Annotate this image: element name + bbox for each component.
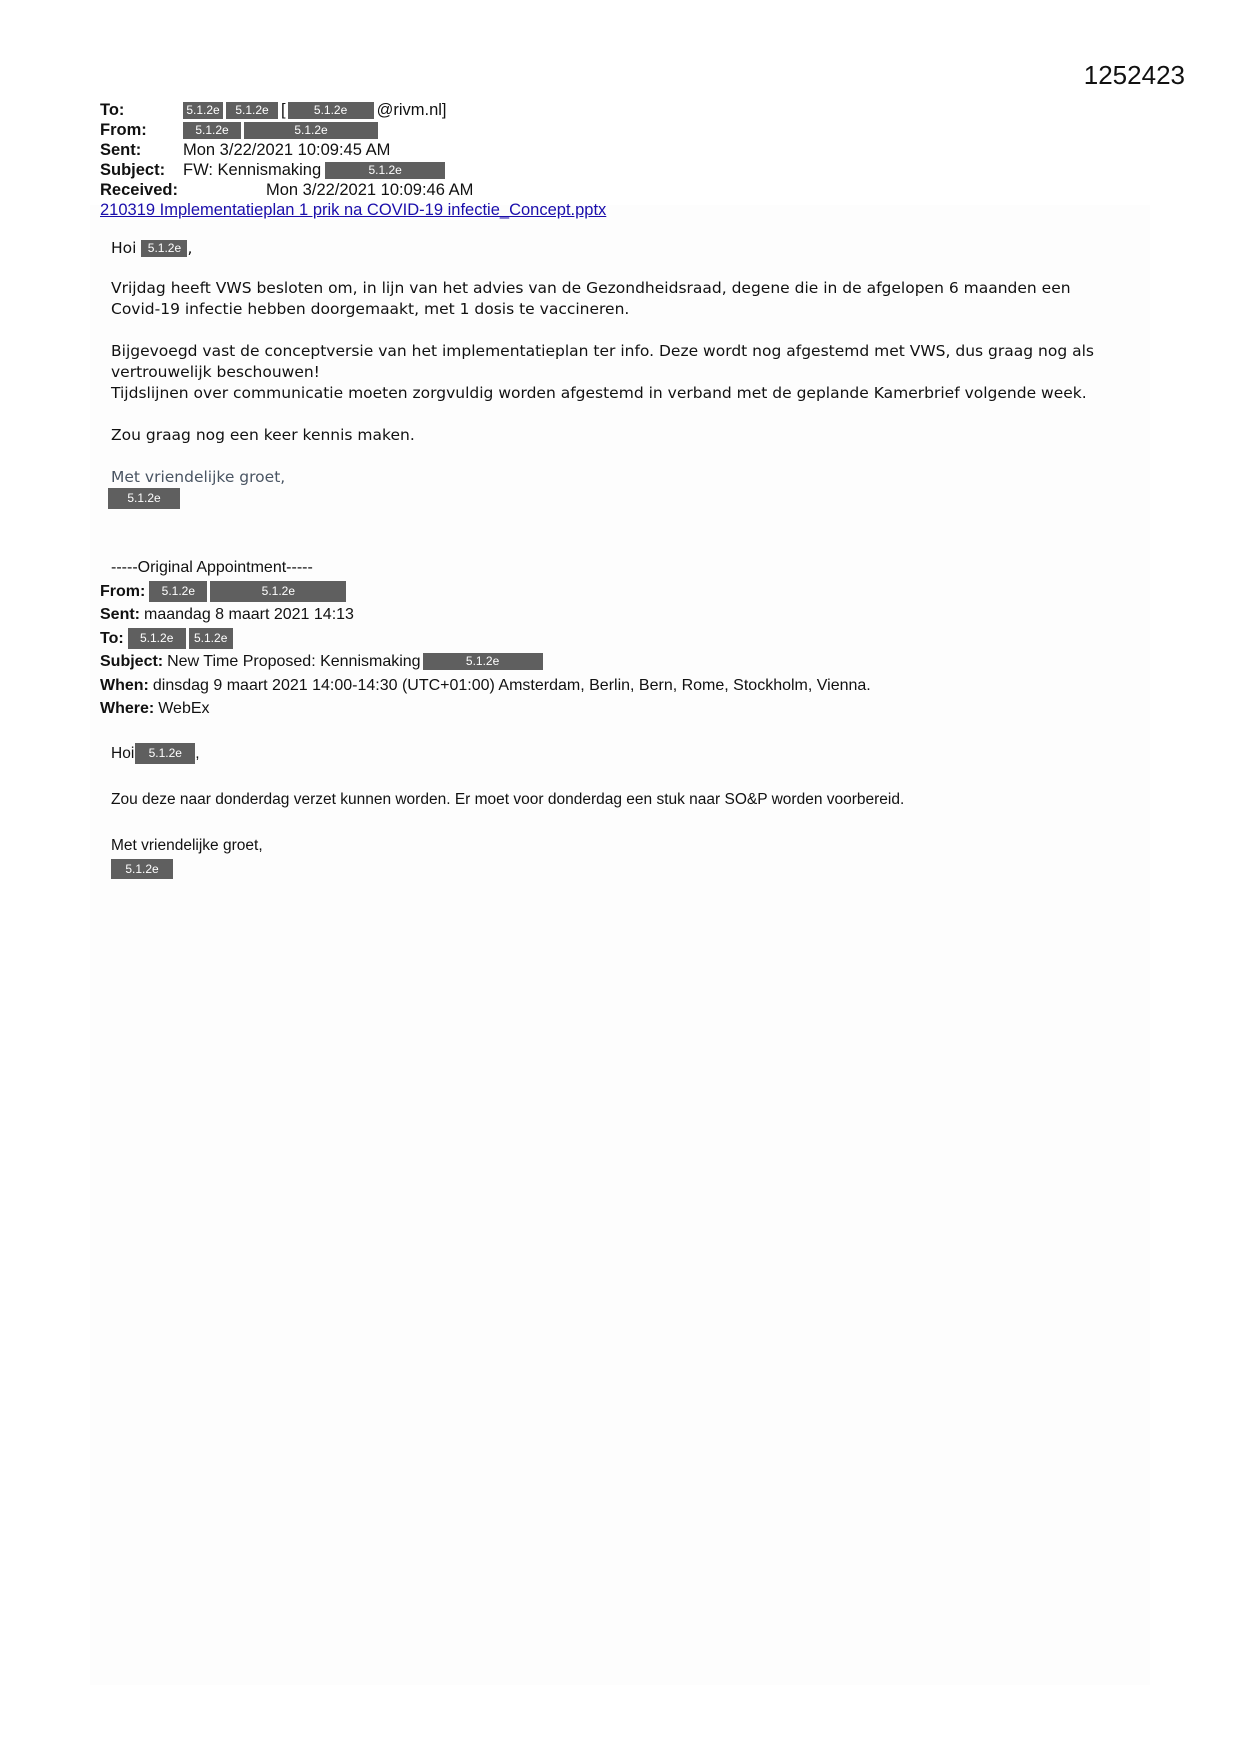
- received-row: [100, 180, 606, 200]
- received-value: Mon 3/22/2021 10:09:46 AM: [266, 181, 474, 199]
- subject-row: [100, 160, 606, 180]
- to-domain: @rivm.nl]: [376, 101, 447, 119]
- redaction-box: 5.1.2e: [226, 102, 278, 119]
- signature: [111, 488, 1111, 509]
- orig-to-label: To:: [100, 629, 124, 647]
- orig-subject-value: New Time Proposed: Kennismaking: [167, 653, 421, 671]
- redaction-box: 5.1.2e: [325, 162, 445, 179]
- original-separator: -----Original Appointment-----: [111, 559, 313, 577]
- redaction-box: 5.1.2e: [183, 102, 223, 119]
- orig-closing: Met vriendelijke groet,: [111, 837, 263, 854]
- orig-to-row: [100, 627, 1140, 651]
- paragraph-2b: Tijdslijnen over communicatie moeten zorgvuldig worden afgestemd in verband met de geplande Kamerbrief volgende week.: [111, 384, 1087, 402]
- orig-subject-row: [100, 650, 1140, 674]
- sent-row: [100, 140, 606, 160]
- redaction-box: 5.1.2e: [135, 743, 195, 764]
- received-label: Received:: [100, 181, 178, 199]
- redaction-box: 5.1.2e: [128, 628, 186, 649]
- attachment-link[interactable]: 210319 Implementatieplan 1 prik na COVID-19 infectie_Concept.pptx: [100, 201, 607, 219]
- paragraph-3: Zou graag nog een keer kennis maken.: [111, 426, 415, 444]
- orig-sent-label: Sent:: [100, 606, 140, 624]
- subject-value: FW: Kennismaking: [183, 161, 322, 179]
- redaction-box: 5.1.2e: [141, 240, 187, 257]
- orig-where-row: [100, 697, 1140, 721]
- sent-value: Mon 3/22/2021 10:09:45 AM: [183, 141, 391, 159]
- from-label: From:: [100, 121, 147, 139]
- document-number: 1252423: [1083, 60, 1185, 90]
- subject-label: Subject:: [100, 161, 166, 179]
- orig-when-label: When:: [100, 676, 149, 694]
- message-body: [111, 238, 1111, 509]
- orig-greeting: Hoi 5.1.2e ,: [111, 745, 200, 762]
- paragraph-1: Vrijdag heeft VWS besloten om, in lijn van het advies van de Gezondheidsraad, degene die in de afgelopen 6 maanden een Covid-19 infectie hebben doorgemaakt, met 1 dosis te vaccineren.: [111, 279, 1071, 318]
- redaction-box: 5.1.2e: [189, 628, 233, 649]
- orig-sent-row: [100, 603, 1140, 627]
- sent-label: Sent:: [100, 141, 142, 159]
- orig-from-row: [100, 580, 1140, 604]
- attachment-row: [100, 200, 606, 220]
- orig-where-value: WebEx: [158, 700, 210, 718]
- orig-signature: [111, 857, 1111, 880]
- orig-when-value: dinsdag 9 maart 2021 14:00-14:30 (UTC+01:00) Amsterdam, Berlin, Bern, Rome, Stockholm, Vienna.: [152, 676, 871, 694]
- orig-when-row: [100, 674, 1140, 698]
- redaction-box: 5.1.2e: [183, 122, 241, 139]
- paragraph-2a: Bijgevoegd vast de conceptversie van het implementatieplan ter info. Deze wordt nog afgestemd met VWS, dus graag nog als vertrouwelijk beschouwen!: [111, 342, 1094, 381]
- to-row: [100, 100, 606, 120]
- redaction-box: 5.1.2e: [108, 488, 180, 509]
- redaction-box: 5.1.2e: [111, 859, 173, 879]
- original-body: [111, 742, 1111, 880]
- from-row: [100, 120, 606, 140]
- redaction-box: 5.1.2e: [288, 102, 374, 119]
- original-appointment: [100, 556, 1140, 721]
- orig-where-label: Where:: [100, 700, 155, 718]
- greeting: Hoi 5.1.2e ,: [111, 239, 193, 257]
- closing: Met vriendelijke groet,: [111, 468, 286, 486]
- orig-paragraph: Zou deze naar donderdag verzet kunnen worden. Er moet voor donderdag een stuk naar SO&P worden voorbereid.: [111, 791, 905, 808]
- redaction-box: 5.1.2e: [149, 581, 207, 602]
- email-header: [100, 100, 606, 220]
- orig-from-label: From:: [100, 582, 146, 600]
- to-bracket: [: [281, 101, 286, 119]
- orig-sent-value: maandag 8 maart 2021 14:13: [144, 606, 354, 624]
- to-label: To:: [100, 101, 125, 119]
- orig-subject-label: Subject:: [100, 653, 164, 671]
- redaction-box: 5.1.2e: [210, 581, 346, 602]
- redaction-box: 5.1.2e: [423, 653, 543, 670]
- redaction-box: 5.1.2e: [244, 122, 378, 139]
